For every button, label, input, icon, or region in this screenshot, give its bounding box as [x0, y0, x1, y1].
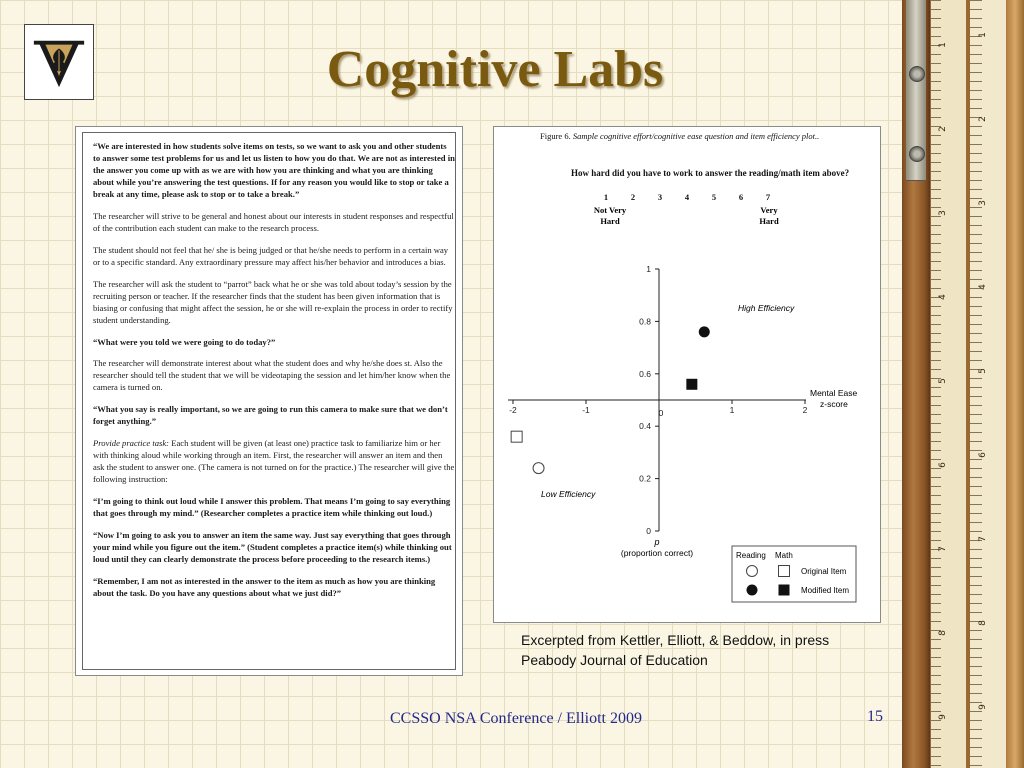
legend-header: Math [775, 551, 793, 560]
data-point [511, 431, 522, 442]
x-tick-label: 1 [729, 405, 735, 415]
legend-marker [747, 566, 758, 577]
y-tick-label: 0.2 [639, 473, 651, 484]
x-tick-label: -1 [582, 405, 590, 415]
scale-number: 2 [630, 192, 636, 202]
protocol-text [93, 140, 455, 608]
document-paragraph: The researcher will demonstrate interest about what the student does and why he/she does st. Also the researcher should tell the student that we will be videotaping the session and let him/her know when the camera is turned on. [93, 358, 451, 393]
figure-caption: Figure 6. Sample cognitive effort/cognitive ease question and item efficiency plot.. [540, 131, 820, 141]
document-paragraph: The student should not feel that he/ she is being judged or that he/she needs to perform in a certain way or to a specific standard. Any extraordinary pressure may affect his/her behavior and introduces a bias. [93, 244, 449, 267]
scale-number: 4 [684, 192, 690, 202]
left-anchor-line2: Hard [600, 216, 620, 226]
x-tick-label: -2 [509, 405, 517, 415]
legend-label: Original Item [801, 567, 847, 576]
scale-number: 1 [603, 192, 609, 202]
document-paragraph: Provide practice task: Each student will be given (at least one) practice task to familiarize him or her with thinking aloud while working through an item. First, the researcher will answer an item and then ask the student to answer one. (The camera is not turned on for the practice.) The researcher will give the following instruction: [93, 437, 455, 485]
scale-number: 3 [657, 192, 663, 202]
figure-panel [493, 126, 881, 623]
page-number: 15 [867, 708, 883, 725]
figure-question: How hard did you have to work to answer the reading/math item above? [571, 168, 850, 178]
right-anchor-line1: Very [760, 205, 778, 215]
legend-header: Reading [736, 551, 766, 560]
chart-legend [732, 546, 856, 602]
legend-marker [779, 566, 790, 577]
protocol-document [75, 126, 463, 676]
efficiency-plot [494, 127, 880, 622]
annotation-low-efficiency: Low Efficiency [541, 489, 596, 499]
footer-text: CCSSO NSA Conference / Elliott 2009 [390, 710, 642, 727]
source-caption: Excerpted from Kettler, Elliott, & Beddow, in press Peabody Journal of Education [521, 632, 830, 668]
x-tick-label: 0 [658, 408, 664, 418]
x-axis-label: z-score [820, 399, 848, 409]
y-axis-label: p [654, 537, 660, 547]
scale-number: 6 [738, 192, 744, 202]
annotation-high-efficiency: High Efficiency [738, 303, 795, 313]
document-paragraph: “Now I’m going to ask you to answer an item the same way. Just say everything that goes through your mind while you figure out the item.” (Student completes a practice item(s) while thinking out loud until they can clearly demonstrate the process before proceeding to the research items.) [93, 529, 452, 564]
y-tick-label: 1 [646, 264, 651, 274]
document-paragraph: “Remember, I am not as interested in the answer to the item as much as how you are thinking about the task. Do you have any questions about what we just did?” [93, 575, 436, 598]
scale-number: 7 [765, 192, 771, 202]
legend-marker [747, 585, 758, 596]
y-tick-label: 0.4 [639, 421, 651, 432]
left-anchor-line1: Not Very [593, 205, 627, 215]
slide-title: Cognitive Labs [326, 41, 664, 98]
y-tick-label: 0 [646, 526, 651, 536]
document-paragraph: “What were you told we were going to do today?” [93, 336, 276, 347]
scatter-plot [508, 264, 858, 602]
scale-number: 5 [711, 192, 717, 202]
legend-label: Modified Item [801, 586, 850, 595]
legend-marker [779, 585, 790, 596]
document-paragraph: “We are interested in how students solve items on tests, so we want to ask you and other students to answer some test problems for us and let us listen to how you do that. We are not as interested in the answer you come up with as we are with how you are thinking and what you are thinking about while you’re answering the test questions. If for any reason you would like to stop or take a break at any time, please ask to stop or to take a break.” [93, 141, 455, 200]
ruler-decoration: 1 1 2 2 3 3 4 4 5 5 6 6 7 7 8 8 9 9 [902, 0, 1024, 768]
document-paragraph: The researcher will strive to be general and honest about our interests in student responses and respectful of the contribution each student can make to the research process. [93, 211, 454, 234]
rating-scale [604, 192, 771, 202]
document-paragraph: “I’m going to think out loud while I answer this problem. That means I’m going to say everything that goes through my mind.” (Researcher completes a practice item while thinking out loud.) [93, 495, 451, 518]
data-point [699, 326, 710, 337]
y-tick-label: 0.8 [639, 316, 651, 327]
document-paragraph: The researcher will ask the student to “parrot” back what he or she was told about today’s session by the recruiting person or teacher. If the researcher finds that the student has been given information that is biasing or confusing that might affect the session, he or she will re-explain the process in order to rectify student understanding. [93, 278, 453, 325]
data-point [533, 463, 544, 474]
data-point [686, 379, 697, 390]
x-axis-label: Mental Ease [810, 388, 858, 398]
y-tick-label: 0.6 [639, 368, 651, 379]
document-paragraph: “What you say is really important, so we are going to run this camera to make sure that we don’t forget anything.” [93, 404, 448, 427]
x-tick-label: 2 [802, 405, 808, 415]
y-axis-label: (proportion correct) [620, 548, 694, 558]
right-anchor-line2: Hard [759, 216, 779, 226]
